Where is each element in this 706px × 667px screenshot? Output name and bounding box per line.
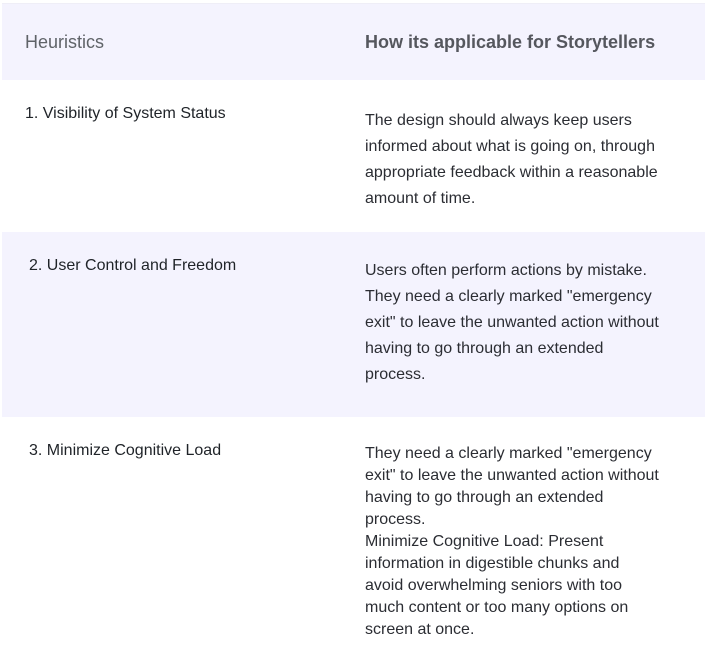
heuristic-title: 3. Minimize Cognitive Load — [29, 442, 222, 459]
heuristic-description: Users often perform actions by mistake. They need a clearly marked "emergency exit" to leave the unwanted action without having to go through an extended process. — [365, 262, 659, 383]
heuristic-description: They need a clearly marked "emergency exit" to leave the unwanted action without having to go through an extended process. Minimize Cognitive Load: Present information in digestible chunks and avoid overwhelming seniors with too much content or too many options on screen at once. — [365, 445, 659, 638]
heuristics-table — [2, 3, 705, 664]
heuristic-title: 2. User Control and Freedom — [29, 257, 237, 274]
table-header-row — [2, 4, 705, 80]
table-row — [2, 417, 705, 664]
header-heuristics: Heuristics — [25, 32, 105, 52]
header-applicability: How its applicable for Storytellers — [365, 32, 656, 52]
table-row — [2, 232, 705, 417]
heuristic-title: 1. Visibility of System Status — [25, 105, 226, 122]
table-row — [2, 80, 705, 232]
heuristic-description: The design should always keep users informed about what is going on, through appropriate feedback within a reasonable amount of time. — [365, 112, 658, 207]
